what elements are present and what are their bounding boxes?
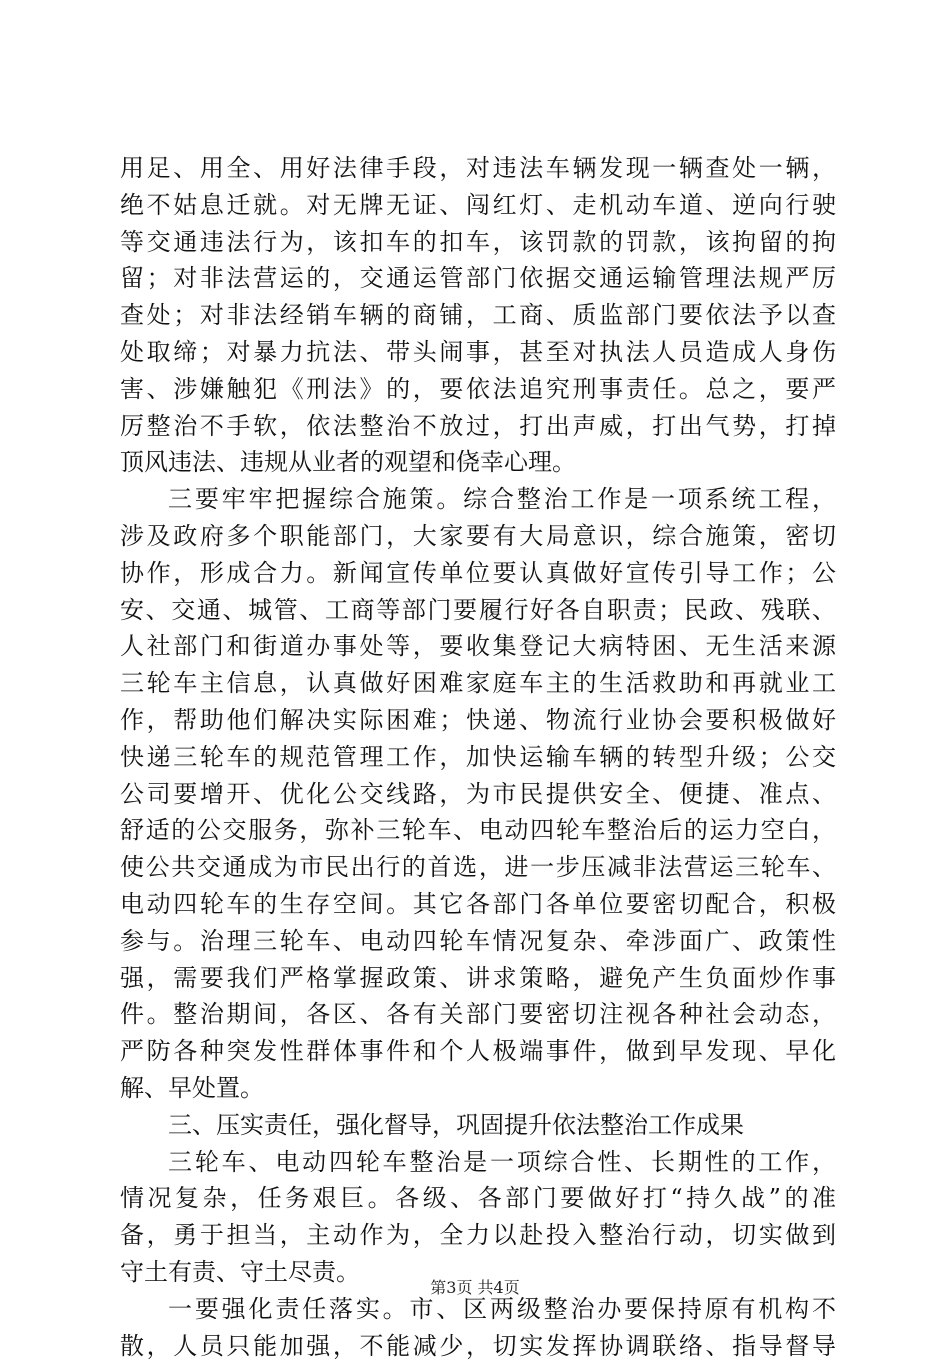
text-line: 电动四轮车的生存空间。其它各部门各单位要密切配合，积极 (120, 886, 836, 923)
text-line: 散，人员只能加强，不能减少，切实发挥协调联络、指导督导 (120, 1328, 836, 1364)
text-line: 处取缔；对暴力抗法、带头闹事，甚至对执法人员造成人身伤 (120, 334, 836, 371)
text-line: 查处；对非法经销车辆的商铺，工商、质监部门要依法予以查 (120, 297, 836, 334)
text-line: 害、涉嫌触犯《刑法》的，要依法追究刑事责任。总之，要严 (120, 371, 836, 408)
text-line: 绝不姑息迁就。对无牌无证、闯红灯、走机动车道、逆向行驶 (120, 187, 836, 224)
text-line: 快递三轮车的规范管理工作，加快运输车辆的转型升级；公交 (120, 739, 836, 776)
text-line: 留；对非法营运的，交通运管部门依据交通运输管理法规严厉 (120, 260, 836, 297)
text-line: 三轮车主信息，认真做好困难家庭车主的生活救助和再就业工 (120, 665, 836, 702)
text-line: 三轮车、电动四轮车整治是一项综合性、长期性的工作， (120, 1144, 836, 1181)
text-line: 使公共交通成为市民出行的首选，进一步压减非法营运三轮车、 (120, 849, 836, 886)
text-line: 备，勇于担当，主动作为，全力以赴投入整治行动，切实做到 (120, 1217, 836, 1254)
text-line: 三要牢牢把握综合施策。综合整治工作是一项系统工程， (120, 481, 836, 518)
text-line: 用足、用全、用好法律手段，对违法车辆发现一辆查处一辆， (120, 150, 836, 187)
text-line: 厉整治不手软，依法整治不放过，打出声威，打出气势，打掉 (120, 408, 836, 445)
text-line: 舒适的公交服务，弥补三轮车、电动四轮车整治后的运力空白， (120, 812, 836, 849)
text-line: 三、压实责任，强化督导，巩固提升依法整治工作成果 (120, 1107, 836, 1144)
text-line: 解、早处置。 (120, 1070, 836, 1107)
text-line: 严防各种突发性群体事件和个人极端事件，做到早发现、早化 (120, 1033, 836, 1070)
text-line: 人社部门和街道办事处等，要收集登记大病特困、无生活来源 (120, 628, 836, 665)
text-line: 强，需要我们严格掌握政策、讲求策略，避免产生负面炒作事 (120, 960, 836, 997)
text-line: 件。整治期间，各区、各有关部门要密切注视各种社会动态， (120, 996, 836, 1033)
text-line: 等交通违法行为，该扣车的扣车，该罚款的罚款，该拘留的拘 (120, 224, 836, 261)
text-line: 安、交通、城管、工商等部门要履行好各自职责；民政、残联、 (120, 592, 836, 629)
text-line: 公司要增开、优化公交线路，为市民提供安全、便捷、准点、 (120, 776, 836, 813)
document-body (120, 150, 836, 1364)
page-footer: 第3页 共4页 (0, 1278, 950, 1298)
text-line: 参与。治理三轮车、电动四轮车情况复杂、牵涉面广、政策性 (120, 923, 836, 960)
text-line: 守土有责、守土尽责。 (120, 1254, 836, 1291)
text-line: 顶风违法、违规从业者的观望和侥幸心理。 (120, 444, 836, 481)
text-line: 作，帮助他们解决实际困难；快递、物流行业协会要积极做好 (120, 702, 836, 739)
text-line: 一要强化责任落实。市、区两级整治办要保持原有机构不 (120, 1291, 836, 1328)
text-line: 协作，形成合力。新闻宣传单位要认真做好宣传引导工作；公 (120, 555, 836, 592)
text-line: 涉及政府多个职能部门，大家要有大局意识，综合施策，密切 (120, 518, 836, 555)
text-line: 情况复杂，任务艰巨。各级、各部门要做好打“持久战”的准 (120, 1180, 836, 1217)
